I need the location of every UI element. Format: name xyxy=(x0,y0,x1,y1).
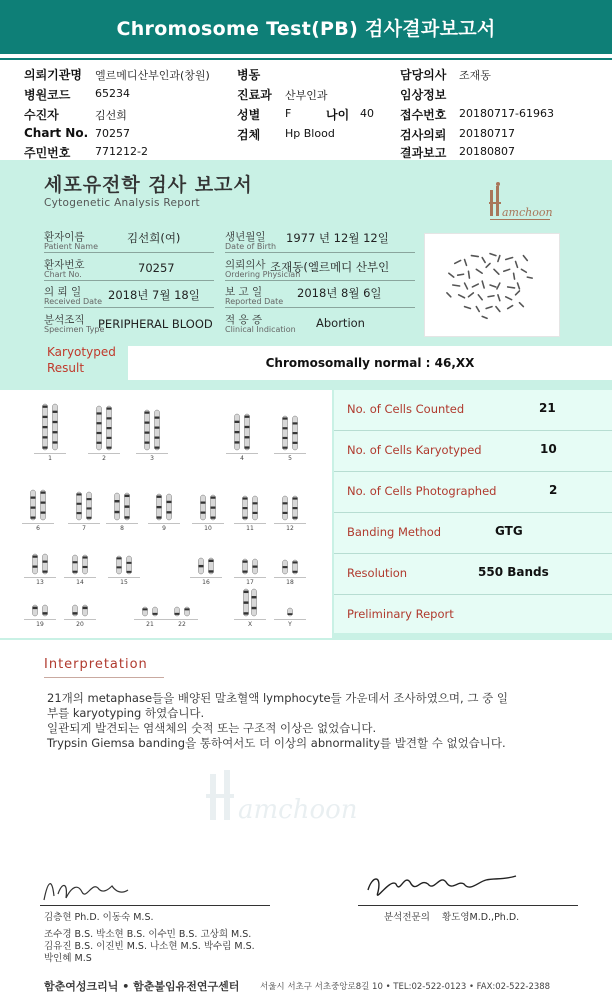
staff-line: 박인혜 M.S xyxy=(44,953,92,964)
reported-value: 2018년 8월 6일 xyxy=(297,286,382,300)
stat-value: 21 xyxy=(539,401,556,415)
chromosome-label: 13 xyxy=(36,579,44,586)
value-age: 40 xyxy=(360,107,374,120)
chromosome-baseline xyxy=(22,523,54,524)
chromosome-baseline xyxy=(234,523,266,524)
chromosome-baseline xyxy=(106,523,138,524)
chromosome xyxy=(293,496,298,520)
chromosome-baseline xyxy=(274,577,306,578)
specimen-value: PERIPHERAL BLOOD xyxy=(98,317,213,331)
interpretation-text xyxy=(47,691,567,751)
interpretation-line: Trypsin Giemsa banding을 통하여서도 더 이상의 abnormality를 발견할 수 없었습니다. xyxy=(47,736,506,750)
dob-value: 1977 년 12월 12일 xyxy=(286,231,389,245)
chromosome xyxy=(43,404,48,450)
staff-line: 김유진 B.S. 이진빈 M.S. 나소현 M.S. 박수림 M.S. xyxy=(44,941,255,952)
chromosome xyxy=(83,555,88,574)
physician-value: 조재동(엘르메디 산부인 xyxy=(270,260,390,274)
chromosome xyxy=(77,492,82,520)
value-receipt-no: 20180717-61963 xyxy=(459,107,554,120)
chart-no-value: 70257 xyxy=(138,261,175,275)
chromosome-label: 16 xyxy=(202,579,210,586)
patient-name-value: 김선희(여) xyxy=(127,231,181,245)
cell-statistics xyxy=(334,390,612,633)
chromosome-label: 21 xyxy=(146,621,154,628)
dob-label: 생년월일 xyxy=(225,231,266,243)
footer-address: 서울시 서초구 서초중앙로8길 10 • TEL:02-522-0123 • FAX:02-522-2388 xyxy=(260,982,551,992)
stat-label: Banding Method xyxy=(347,525,442,539)
chromosome-label: 1 xyxy=(48,455,52,462)
chromosome xyxy=(153,607,158,616)
chromosome-baseline xyxy=(148,523,180,524)
indication-value: Abortion xyxy=(316,316,365,330)
label-sex: 성별 xyxy=(237,108,261,122)
chromosome xyxy=(199,558,204,574)
label-age: 나이 xyxy=(326,108,350,122)
chromosome-baseline xyxy=(234,619,266,620)
interpretation-line: 21개의 metaphase들을 배양된 말초혈액 lymphocyte들 가운데서 조사하였으며, 그 중 일 xyxy=(47,691,508,705)
chromosome-baseline xyxy=(64,577,96,578)
physician-label-en: Ordering Physician xyxy=(225,270,301,279)
report-card-subtitle: Cytogenetic Analysis Report xyxy=(44,197,200,209)
watermark-logo xyxy=(200,770,390,830)
chromosome-label: 5 xyxy=(288,455,292,462)
reported-label: 보 고 일 xyxy=(225,286,263,298)
chromosome xyxy=(117,556,122,574)
chromosome xyxy=(53,404,58,450)
chromosome xyxy=(283,560,288,574)
chromosome xyxy=(73,555,78,574)
chromosome-baseline xyxy=(24,577,56,578)
label-patient: 수진자 xyxy=(24,108,59,122)
karyotyped-label-line2: Result xyxy=(47,361,85,375)
patient-name-label: 환자이름 xyxy=(44,231,85,243)
chromosome xyxy=(145,410,150,450)
logo-text: amchoon xyxy=(502,206,553,219)
chromosome xyxy=(157,494,162,520)
stat-label: Preliminary Report xyxy=(347,607,454,621)
karyogram-image xyxy=(0,390,332,638)
chromosome-baseline xyxy=(136,453,168,454)
chromosome xyxy=(83,605,88,616)
chromosome xyxy=(253,496,258,520)
divider xyxy=(225,280,415,281)
chromosome-label: 4 xyxy=(240,455,244,462)
chromosome xyxy=(288,608,293,616)
label-department: 진료과 xyxy=(237,88,272,102)
footer xyxy=(44,978,604,992)
chromosome xyxy=(73,605,78,616)
karyotype-result: Chromosomally normal : 46,XX xyxy=(265,356,475,370)
chromosome-baseline xyxy=(274,619,306,620)
chromosome xyxy=(245,414,250,450)
chromosome xyxy=(43,605,48,616)
chart-no-label-en: Chart No. xyxy=(44,270,82,279)
chromosome-baseline xyxy=(274,523,306,524)
chromosome-baseline xyxy=(108,577,140,578)
specimen-label-en: Specimen Type xyxy=(44,325,105,334)
chromosome-label: 11 xyxy=(246,525,254,532)
value-chart-no: 70257 xyxy=(95,127,130,140)
chromosome xyxy=(175,607,180,616)
label-request-date: 검사의뢰 xyxy=(400,128,447,142)
divider xyxy=(225,252,415,253)
chromosome xyxy=(243,559,248,574)
chromosome xyxy=(201,495,206,520)
chromosome xyxy=(97,406,102,450)
chromosome-baseline xyxy=(64,619,96,620)
stat-value: 2 xyxy=(549,483,558,497)
chromosome-label: 17 xyxy=(246,579,254,586)
chromosome-label: 6 xyxy=(36,525,40,532)
label-doctor: 담당의사 xyxy=(400,68,447,82)
stat-preliminary-report xyxy=(334,595,612,636)
signature-left-image xyxy=(38,872,138,908)
chromosome-baseline xyxy=(88,453,120,454)
chromosome-baseline xyxy=(234,577,266,578)
cytogenetic-report-card xyxy=(0,160,612,640)
stat-label: Resolution xyxy=(347,566,408,580)
chromosome xyxy=(155,410,160,450)
chromosome xyxy=(283,496,288,520)
label-clinical-info: 임상정보 xyxy=(400,88,447,102)
chromosome-baseline xyxy=(274,453,306,454)
label-institution: 의뢰기관명 xyxy=(24,68,82,82)
footer-organization: 함춘여성크리닉 • 함춘불임유전연구센터 xyxy=(44,980,240,993)
divider xyxy=(44,280,214,281)
interpretation-underline xyxy=(44,677,164,678)
reported-label-en: Reported Date xyxy=(225,297,284,306)
chromosome xyxy=(43,554,48,574)
chromosome-label: 10 xyxy=(204,525,212,532)
label-report-date: 결과보고 xyxy=(400,146,447,160)
karyotype-result-box xyxy=(128,346,612,380)
chromosome xyxy=(127,556,132,574)
received-value: 2018년 7월 18일 xyxy=(108,288,200,302)
chromosome-baseline xyxy=(134,619,166,620)
value-report-date: 20180807 xyxy=(459,145,515,158)
chromosome-label: 7 xyxy=(82,525,86,532)
stat-cells-counted xyxy=(334,390,612,431)
karyotyped-result-label xyxy=(47,344,116,376)
value-patient: 김선희 xyxy=(95,109,127,122)
karyotyped-label-line1: Karyotyped xyxy=(47,345,116,359)
received-label-en: Received Date xyxy=(44,297,103,306)
chromosome-label: 12 xyxy=(286,525,294,532)
chromosome-label: 15 xyxy=(120,579,128,586)
value-specimen: Hp Blood xyxy=(285,127,335,140)
stat-value: GTG xyxy=(495,524,523,538)
report-title: Chromosome Test(PB) 검사결과보고서 xyxy=(116,17,496,40)
chromosome xyxy=(125,493,130,520)
chromosome xyxy=(167,494,172,520)
label-specimen: 검체 xyxy=(237,128,261,142)
chromosome xyxy=(235,414,240,450)
value-sex: F xyxy=(285,107,292,120)
stat-value: 550 Bands xyxy=(478,565,549,579)
signature-left-primary: 김층현 Ph.D. 이동숙 M.S. xyxy=(44,912,154,923)
request-info xyxy=(24,66,594,86)
chromosome-label: 22 xyxy=(178,621,186,628)
signature-right-name: 분석전문의 황도영M.D.,Ph.D. xyxy=(384,912,520,923)
chromosome-baseline xyxy=(68,523,100,524)
chromosome xyxy=(253,559,258,574)
divider xyxy=(44,307,214,308)
value-institution: 엘르메디산부인과(창원) xyxy=(95,69,210,82)
report-card-title: 세포유전학 검사 보고서 xyxy=(44,174,253,196)
value-hospital-code: 65234 xyxy=(95,87,130,100)
label-receipt-no: 접수번호 xyxy=(400,108,447,122)
interpretation-title: Interpretation xyxy=(44,657,148,672)
received-label: 의 뢰 일 xyxy=(44,286,82,298)
chromosome xyxy=(244,589,249,616)
patient-name-label-en: Patient Name xyxy=(44,242,98,251)
label-hospital-code: 병원코드 xyxy=(24,88,71,102)
chromosome xyxy=(185,607,190,616)
label-ward: 병동 xyxy=(237,68,261,82)
interpretation-line: 일관되게 발견되는 염색체의 숫적 또는 구조적 이상은 없었습니다. xyxy=(47,721,377,735)
chromosome-label: 8 xyxy=(120,525,124,532)
chromosome xyxy=(209,558,214,574)
chromosome xyxy=(31,490,36,520)
dob-label-en: Date of Birth xyxy=(225,242,277,251)
chromosome xyxy=(293,416,298,450)
value-request-date: 20180717 xyxy=(459,127,515,140)
chromosome-baseline xyxy=(190,577,222,578)
stat-label: No. of Cells Counted xyxy=(347,402,465,416)
chromosome-baseline xyxy=(192,523,224,524)
report-title-bar xyxy=(0,0,612,58)
chromosome-label: 2 xyxy=(102,455,106,462)
chromosome-label: 20 xyxy=(76,621,84,628)
indication-label: 적 응 증 xyxy=(225,314,263,326)
chromosome-label: X xyxy=(247,621,253,628)
metaphase-spread-image xyxy=(424,233,560,337)
chromosome xyxy=(41,490,46,520)
chromosome xyxy=(87,492,92,520)
physician-label: 의뢰의사 xyxy=(225,259,266,271)
chromosome-baseline xyxy=(24,619,56,620)
chromosome xyxy=(33,554,38,574)
label-chart-no: Chart No. xyxy=(24,126,89,140)
chromosome-label: 14 xyxy=(76,579,84,586)
chromosome-label: 3 xyxy=(150,455,154,462)
value-resident-no: 771212-2 xyxy=(95,145,148,158)
chromosome xyxy=(33,605,38,616)
divider xyxy=(225,307,415,308)
divider xyxy=(44,252,214,253)
staff-line: 조수경 B.S. 박소현 B.S. 이수민 B.S. 고상희 M.S. xyxy=(44,929,252,940)
chromosome-baseline xyxy=(34,453,66,454)
chromosome xyxy=(293,560,298,574)
chromosome-label: 19 xyxy=(36,621,44,628)
stat-value: 10 xyxy=(540,442,557,456)
chromosome xyxy=(211,495,216,520)
interpretation-line: 부를 karyotyping 하였습니다. xyxy=(47,706,205,720)
label-resident-no: 주민번호 xyxy=(24,146,71,160)
chromosome xyxy=(107,406,112,450)
chromosome xyxy=(143,607,148,616)
value-doctor: 조재동 xyxy=(459,69,491,82)
chromosome xyxy=(115,493,120,520)
chromosome-label: Y xyxy=(288,621,292,628)
stat-label: No. of Cells Photographed xyxy=(347,484,497,498)
chromosome-label: 9 xyxy=(162,525,166,532)
chromosome xyxy=(283,416,288,450)
indication-label-en: Clinical Indication xyxy=(225,325,296,334)
signature-right-line xyxy=(358,905,578,906)
specimen-label: 분석조직 xyxy=(44,314,85,326)
signature-left-line xyxy=(40,905,270,906)
chromosome xyxy=(243,496,248,520)
stat-cells-photographed xyxy=(334,472,612,513)
chromosome-baseline xyxy=(166,619,198,620)
stat-label: No. of Cells Karyotyped xyxy=(347,443,482,457)
hamchoon-logo xyxy=(486,182,566,228)
chromosome xyxy=(252,589,257,616)
value-department: 산부인과 xyxy=(285,89,328,102)
chromosome-label: 18 xyxy=(286,579,294,586)
stat-banding-method xyxy=(334,513,612,554)
signature-right-image xyxy=(360,870,530,908)
chromosome-baseline xyxy=(226,453,258,454)
stat-resolution xyxy=(334,554,612,595)
watermark-text: amchoon xyxy=(238,795,358,825)
chart-no-label: 환자번호 xyxy=(44,259,85,271)
stat-cells-karyotyped xyxy=(334,431,612,472)
